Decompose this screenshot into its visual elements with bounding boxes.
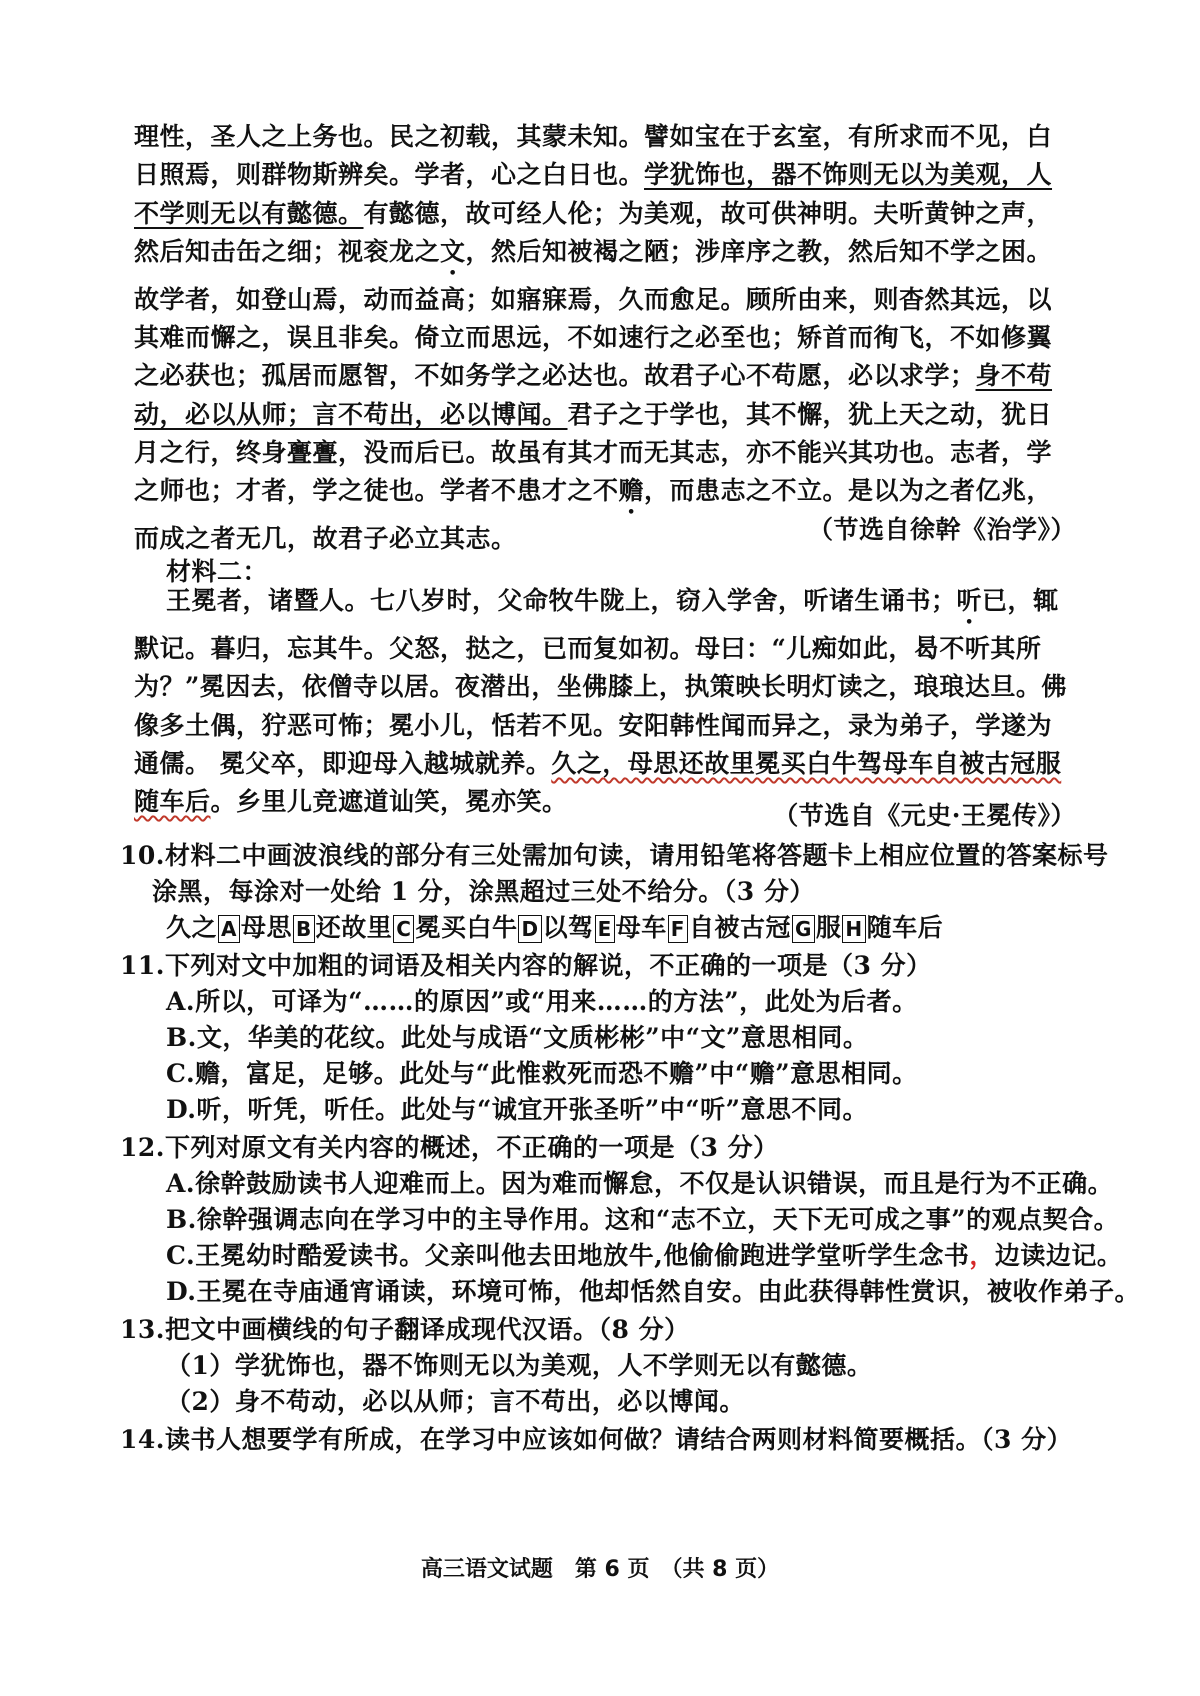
question-11-stem: 11.下列对文中加粗的词语及相关内容的解说，不正确的一项是（3 分）	[120, 951, 932, 980]
question-13-sentence-1: （1）学犹饰也，器不饰则无以为美观，人不学则无以有懿德。	[166, 1351, 873, 1380]
option-box-f[interactable]: F	[668, 915, 688, 943]
question-10-stem-continued: 涂黑，每涂对一处给 1 分，涂黑超过三处不给分。（3 分）	[152, 877, 815, 906]
source-two: （节选自《元史·王冕传》）	[773, 801, 1076, 830]
underlined-sentence-two: 身不苟动，必以从师；言不苟出，必以博闻。	[134, 361, 1053, 429]
passage-one-text-a: 理性，圣人之上务也。民之初载，其蒙未知。譬如宝在于玄室，有所求而不见，白日照焉，则群物斯辨矣。学者，心之白日也。	[134, 122, 1053, 190]
option-box-d[interactable]: D	[518, 915, 541, 943]
option-box-b[interactable]: B	[293, 915, 315, 943]
red-comma-mark: ，	[969, 1241, 995, 1270]
segment: 服	[815, 913, 842, 942]
question-11-option-a: A.所以，可译为“……的原因”或“用来……的方法”，此处为后者。	[166, 987, 918, 1016]
passage-one-text-d: 君子之于学也，其不懈，犹上天之动，犹日月之行，终身亹亹，没而后已。故虽有其才而无其志，亦不能兴其功也。志者，学之师也；才者，学之徒也。学者不患才之不	[134, 399, 1053, 506]
question-12-option-d: D.王冕在寺庙通宵诵读，环境可怖，他却恬然自安。由此获得韩性赏识，被收作弟子。	[166, 1277, 1140, 1306]
passage-two-text-b: 已，辄默记。暮归，忘其牛。父怒，挞之，已而复如初。母曰：“儿痴如此，曷不听其所为？”冕因去，依僧寺以居。夜潜出，坐佛膝上，执策映长明灯读之，琅琅达旦。佛像多土偶，狞恶可怖；冕小儿，恬若不见。安阳韩性闻而异之，录为弟子，学遂为通儒。 冕父卒，即迎母入越城就养。	[134, 586, 1067, 778]
question-14-stem: 14.读书人想要学有所成，在学习中应该如何做？请结合两则材料简要概括。（3 分）	[120, 1425, 1073, 1454]
question-10-stem: 10.材料二中画波浪线的部分有三处需加句读，请用铅笔将答题卡上相应位置的答案标号	[120, 841, 1109, 870]
segment: 母车	[615, 913, 667, 942]
emphasized-word-shan: 赡	[618, 476, 645, 506]
segment: 还故里	[315, 913, 393, 942]
material-two-label: 材料二：	[166, 557, 269, 586]
question-12-stem: 12.下列对原文有关内容的概述，不正确的一项是（3 分）	[120, 1133, 779, 1162]
segment: 以驾	[542, 913, 594, 942]
source-one: （节选自徐幹《治学》）	[807, 515, 1076, 544]
emphasized-word-wen: 文	[440, 236, 466, 266]
option-c-text: C.王冕幼时酷爱读书。父亲叫他去田地放牛,他偷偷跑进学堂听学生念书	[166, 1241, 970, 1270]
option-box-a[interactable]: A	[218, 915, 240, 943]
option-c-text-end: 边读边记。	[994, 1241, 1123, 1270]
question-13-stem: 13.把文中画横线的句子翻译成现代汉语。（8 分）	[120, 1315, 690, 1344]
passage-one-text-c: ，然后知被褐之陋；涉庠序之教，然后知不学之困。故学者，如登山焉，动而益高；如寤寐焉，久而愈足。顾所由来，则杳然其远，以其难而懈之，误且非矣。倚立而思远，不如速行之必至也；矫首而徇飞，不如修翼之必获也；孤居而愿智，不如务学之必达也。故君子心不苟愿，必以求学；	[134, 236, 1053, 391]
question-12-option-b: B.徐幹强调志向在学习中的主导作用。这和“志不立，天下无可成之事”的观点契合。	[166, 1205, 1120, 1234]
punctuation-options	[166, 908, 943, 944]
emphasized-word-ting: 听	[956, 586, 983, 615]
wavy-underlined-sentence: 久之，母思还故里冕买白牛驾母车自被古冠服随车后	[134, 748, 1062, 817]
segment: 久之	[166, 913, 218, 942]
passage-one-text-e: ，而患志之不立。是以为之者亿兆，而成之者无几，故君子必立其志。	[134, 476, 1053, 554]
question-12-option-a: A.徐幹鼓励读书人迎难而上。因为难而懈怠，不仅是认识错误，而且是行为不正确。	[166, 1169, 1114, 1198]
option-box-e[interactable]: E	[595, 915, 615, 943]
underlined-sentence-one: 学犹饰也，器不饰则无以为美观，人不学则无以有懿德。	[134, 160, 1053, 228]
segment: 随车后	[866, 913, 944, 942]
page-footer: 高三语文试题 第 6 页 （共 8 页）	[420, 1557, 780, 1582]
segment: 自被古冠	[688, 913, 791, 942]
passage-one-text-b: 有懿德，故可经人伦；为美观，故可供神明。夫听黄钟之声，然后知击缶之细；视衮龙之	[134, 198, 1053, 266]
option-box-h[interactable]: H	[842, 915, 865, 943]
question-13-sentence-2: （2）身不苟动，必以从师；言不苟出，必以博闻。	[166, 1387, 745, 1416]
question-11-option-c: C.赡，富足，足够。此处与“此惟救死而恐不赡”中“赡”意思相同。	[166, 1059, 918, 1088]
passage-one	[134, 118, 1074, 559]
question-11-option-d: D.听，听凭，听任。此处与“诚宜开张圣听”中“听”意思不同。	[166, 1095, 869, 1124]
passage-two	[134, 582, 1074, 821]
question-12-option-c	[166, 1236, 1122, 1272]
segment: 冕买白牛	[415, 913, 518, 942]
option-box-c[interactable]: C	[393, 915, 414, 943]
option-box-g[interactable]: G	[792, 915, 815, 943]
question-11-option-b: B.文，华美的花纹。此处与成语“文质彬彬”中“文”意思相同。	[166, 1023, 869, 1052]
segment: 母思	[241, 913, 293, 942]
passage-two-text-a: 王冕者，诸暨人。七八岁时，父命牧牛陇上，窃入学舍，听诸生诵书；	[166, 586, 957, 615]
passage-two-text-c: 。乡里儿竞遮道讪笑，冕亦笑。	[210, 787, 568, 817]
